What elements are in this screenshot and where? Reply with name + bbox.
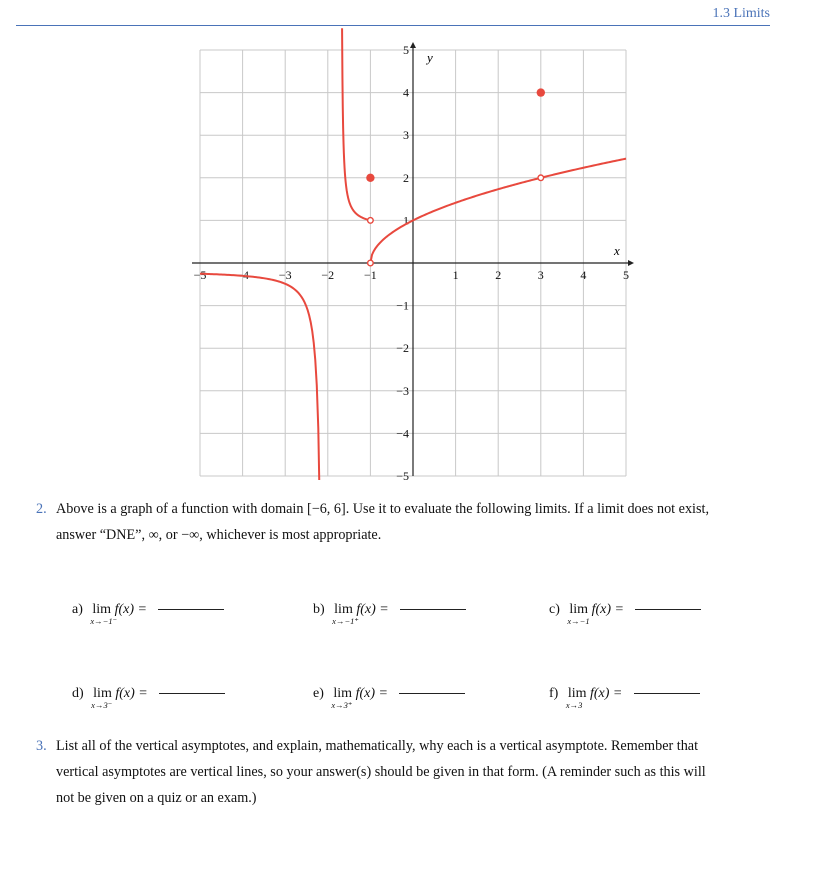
limit-b <box>313 602 466 626</box>
x-tick-label: 5 <box>623 268 629 282</box>
y-tick-labels <box>396 43 409 480</box>
section-title: 1.3 Limits <box>712 6 770 21</box>
limit-a <box>72 602 224 626</box>
y-tick-label: 1 <box>403 213 409 228</box>
x-tick-label: −5 <box>193 268 207 282</box>
problem-3-number: 3. <box>36 738 47 754</box>
limit-b-expr: f(x) = <box>356 602 389 617</box>
y-tick-label: −3 <box>396 383 409 398</box>
limit-d-answer-blank[interactable] <box>159 693 225 694</box>
problem-2-number: 2. <box>36 501 47 517</box>
limit-a-answer-blank[interactable] <box>158 609 224 610</box>
limit-b-lim: lim <box>334 602 353 617</box>
y-tick-label: 4 <box>403 85 409 100</box>
open-point <box>538 175 544 181</box>
middle-branch-curve <box>342 28 370 220</box>
problem-3-text-line2: vertical asymptotes are vertical lines, so your answer(s) should be given in that form. (A reminder such as this will <box>56 764 706 780</box>
y-tick-label: −2 <box>396 341 409 356</box>
y-tick-label: 3 <box>403 128 409 143</box>
y-axis-arrow <box>410 42 416 48</box>
problem-3-text-line3: not be given on a quiz or an exam.) <box>56 790 257 806</box>
y-tick-label: −1 <box>396 298 409 313</box>
limit-e-answer-blank[interactable] <box>399 693 465 694</box>
limit-a-lim: lim <box>92 602 112 617</box>
limit-b-answer-blank[interactable] <box>400 609 466 610</box>
limit-f-expr: f(x) = <box>590 686 623 701</box>
graph-axes <box>192 42 634 476</box>
x-tick-label: 3 <box>537 268 544 282</box>
limit-b-label: b) <box>313 602 325 617</box>
limit-f-answer-blank[interactable] <box>634 693 700 694</box>
x-tick-label: −4 <box>236 268 249 282</box>
limit-f-lim: lim <box>567 686 587 701</box>
limit-c-answer-blank[interactable] <box>635 609 701 610</box>
problem-2 <box>36 496 709 548</box>
limit-b-sub: x→−1⁺ <box>332 616 359 626</box>
limit-c-sub: x→−1 <box>567 616 590 626</box>
x-tick-label: −2 <box>321 268 335 282</box>
limit-e-expr: f(x) = <box>355 686 388 701</box>
y-axis-label: y <box>427 50 433 65</box>
problem-3 <box>36 733 706 811</box>
closed-point <box>366 174 374 182</box>
problem-3-text-line1: List all of the vertical asymptotes, and explain, mathematically, why each is a vertical asymptote. Remember that <box>56 738 699 754</box>
limit-e-lim: lim <box>333 686 353 701</box>
limit-a-expr: f(x) = <box>114 602 147 617</box>
open-point <box>368 260 374 266</box>
limit-e-label: e) <box>313 686 324 701</box>
limit-d-label: d) <box>72 686 84 701</box>
x-tick-label: −1 <box>364 268 377 282</box>
limit-a-sub: x→−1⁻ <box>90 616 118 626</box>
limit-f-sub: x→3 <box>565 700 583 710</box>
y-tick-label: −4 <box>396 426 409 441</box>
limit-e <box>313 686 465 710</box>
x-tick-label: −3 <box>278 268 292 282</box>
limit-a-label: a) <box>72 602 83 617</box>
x-tick-label: 2 <box>495 268 502 282</box>
y-tick-label: 5 <box>403 43 409 57</box>
problem-2-text-line1: Above is a graph of a function with domain [−6, 6]. Use it to evaluate the following limits. If a limit does not exist, <box>56 501 710 517</box>
limit-c-label: c) <box>549 602 560 617</box>
problem-2-text-line2: answer “DNE”, ∞, or −∞, whichever is most appropriate. <box>56 527 382 543</box>
limit-f-label: f) <box>549 686 559 701</box>
limit-d-lim: lim <box>93 686 112 701</box>
limit-f <box>549 686 700 710</box>
x-tick-labels <box>194 268 629 282</box>
left-branch-curve <box>200 274 321 480</box>
limit-d <box>72 686 225 710</box>
limit-d-sub: x→3⁻ <box>91 700 113 710</box>
closed-point <box>537 88 545 96</box>
limit-e-sub: x→3⁺ <box>331 700 353 710</box>
limit-c <box>549 602 701 626</box>
y-tick-label: 2 <box>403 170 409 185</box>
open-point <box>368 218 374 224</box>
limit-c-lim: lim <box>569 602 589 617</box>
limit-c-expr: f(x) = <box>591 602 624 617</box>
limit-d-expr: f(x) = <box>115 686 148 701</box>
x-tick-label: 1 <box>452 268 459 282</box>
x-axis-label: x <box>614 243 620 258</box>
x-axis-arrow <box>628 260 634 266</box>
x-tick-label: 4 <box>580 268 587 282</box>
y-tick-label: −5 <box>396 469 409 480</box>
